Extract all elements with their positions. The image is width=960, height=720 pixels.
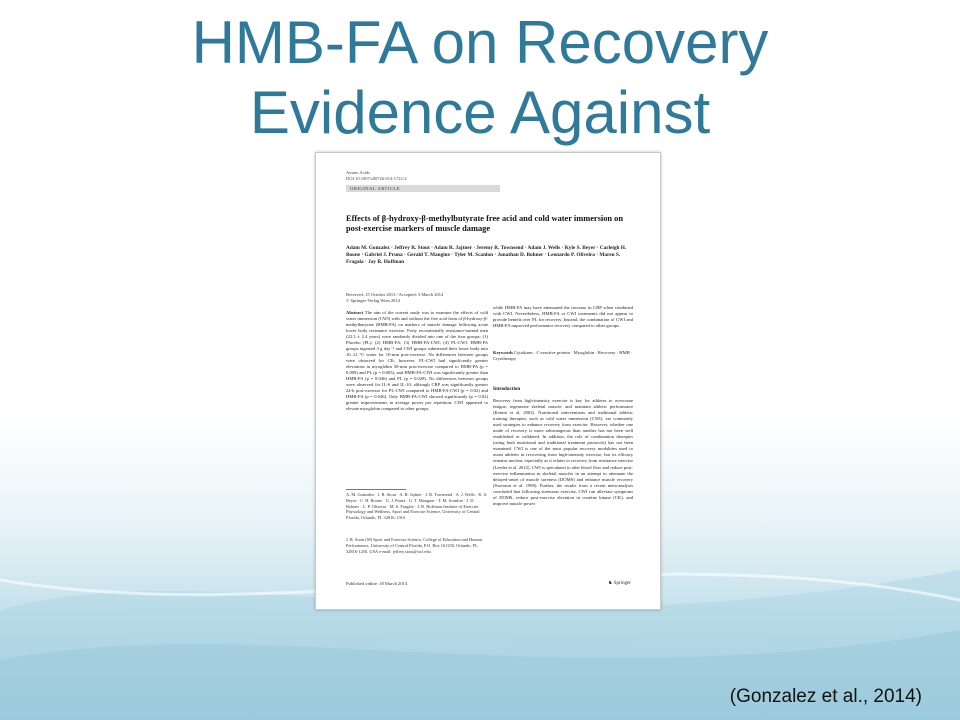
- keywords-block: [493, 350, 633, 362]
- slide-citation: (Gonzalez et al., 2014): [729, 686, 922, 707]
- footnote-divider: [346, 489, 406, 490]
- article-type-banner: ORIGINAL ARTICLE: [346, 185, 500, 192]
- corresponding-author: J. R. Stout (✉) Sport and Exercise Science, College of Education and Human Performance, University of Central Florida, P.O. Box 161250, Orlando, FL 32816-1250, USA e-mail: jeffrey.stout@ucf.edu: [346, 537, 482, 554]
- article-title: Effects of β-hydroxy-β-methylbutyrate free acid and cold water immersion on post-exercise markers of muscle damage: [346, 214, 624, 233]
- article-authors: Adam M. Gonzalez · Jeffrey R. Stout · Adam R. Jajtner · Jeremy R. Townsend · Adam J. Wells · Kyle S. Beyer · Carleigh H. Boone · Gabriel J. Pruna · Gerald T. Mangine · Tyler M. Scanlon · Jonathan D. Bohner · Leonardo P. Oliveira · Maren S. Fragala · Jay R. Hoffman: [346, 245, 627, 265]
- published-online-date: Published online: 18 March 2014: [346, 581, 408, 586]
- slide-title-line-1: HMB-FA on Recovery: [191, 9, 769, 76]
- article-page-image: [315, 152, 661, 610]
- abstract-column: [346, 310, 488, 412]
- journal-doi: DOI 10.1007/s00726-014-1722-2: [346, 176, 407, 181]
- article-dates: [346, 292, 496, 304]
- slide-title: [0, 8, 960, 148]
- publisher-name: Springer: [613, 581, 631, 586]
- copyright: © Springer-Verlag Wien 2014: [346, 298, 400, 303]
- abstract-heading: Abstract: [346, 310, 364, 315]
- journal-name: Amino Acids: [346, 170, 370, 175]
- keywords-heading: Keywords: [493, 350, 513, 355]
- abstract-continued: while HMB-FA may have attenuated the increase in CRP when combined with CWI. Nevertheless, HMB-FA or CWI treatments did not appear to provide benefit over PL for recovery. Instead, the combination of CWI and HMB-FA improved performance recovery compared to other groups.: [493, 305, 633, 328]
- springer-horse-icon: ♞: [608, 581, 614, 586]
- received-accepted: Received: 15 October 2013 / Accepted: 3 March 2014: [346, 292, 444, 297]
- journal-header: [346, 170, 407, 182]
- springer-logo: [608, 580, 631, 586]
- slide-title-line-2: Evidence Against: [249, 79, 711, 146]
- introduction-text: Recovery from high-intensity exercise is key for athletes to overcome fatigue, regenerate skeletal muscle, and maintain athletic performance (Kenttä et al. 2002). Nutritional interventions and traditional athletic training therapies, such as cold water immersion (CWI), are commonly used strategies to enhance recovery from exercise. However, whether one mode of recovery is more advantageous than another has not been well established or validated. In addition, the role of combination therapies (using both nutritional and traditional treatment protocols) has not been examined. CWI is one of the most popular recovery modalities used to assist athletes in recovering from high-intensity exercise, but its efficacy remains unclear, especially as it relates to recovery from resistance exercise (Leeder et al. 2012). CWI is speculated to alter blood flow and reduce post-exercise inflammation in skeletal muscles in an attempt to attenuate the delayed-onset of muscle soreness (DOMS) and enhance muscle recovery (Swenson et al. 1996). Further, the results from a recent meta-analysis concluded that following strenuous exercise, CWI can alleviate symptoms of DOMS, reduce post-exercise elevation in creatine kinase (CK), and improve muscle power: [493, 398, 633, 506]
- keywords-text: Cytokines · C-reactive protein · Myoglobin · Recovery · HMB · Cryotherapy: [493, 350, 633, 361]
- author-affiliations: A. M. Gonzalez · J. R. Stout · A. R. Jajtner · J. R. Townsend · A. J. Wells · K. S. Beyer · C. H. Boone · G. J. Pruna · G. T. Mangine · T. M. Scanlon · J. D. Bohner · L. P. Oliveira · M. S. Fragala · J. R. Hoffman Institute of Exercise Physiology and Wellness, Sport and Exercise Science, University of Central Florida, Orlando, FL 32816, USA: [346, 492, 488, 521]
- introduction-heading: Introduction: [493, 387, 521, 392]
- abstract-text: The aim of the current study was to examine the effects of cold water immersion (CWI) with and without the free acid form of β-hydroxy-β-methylbutyrate (HMB-FA) on markers of muscle damage following acute lower body resistance exercise. Forty recreationally resistance-trained men (22.3 ± 2.4 years) were randomly divided into one of the four groups: (1) Placebo (PL); (2) HMB-FA; (3) HMB-FA-CWI; (4) PL-CWI. HMB-FA groups ingested 3 g day⁻¹ and CWI groups submersed their lower body into 10–12 °C water for 10-min post-exercise. No differences between groups were observed for CK; however, PL-CWI had significantly greater elevations in myoglobin 30-min post-exercise compared to HMB-FA (p = 0.009) and PL (p = 0.005), and HMB-FA-CWI was significantly greater than HMB-FA (p = 0.046) and PL (p = 0.028). No differences between groups were observed for IL-6 and IL-10, although CRP was significantly greater 24-h post-exercise for PL-CWI compared to HMB-FA-CWI (p = 0.02) and HMB-FA (p = 0.046). Only HMB-FA-CWI showed significantly (p = 0.02) greater improvements in average power per repetition. CWI appeared to elevate myoglobin compared to other groups,: [346, 310, 488, 411]
